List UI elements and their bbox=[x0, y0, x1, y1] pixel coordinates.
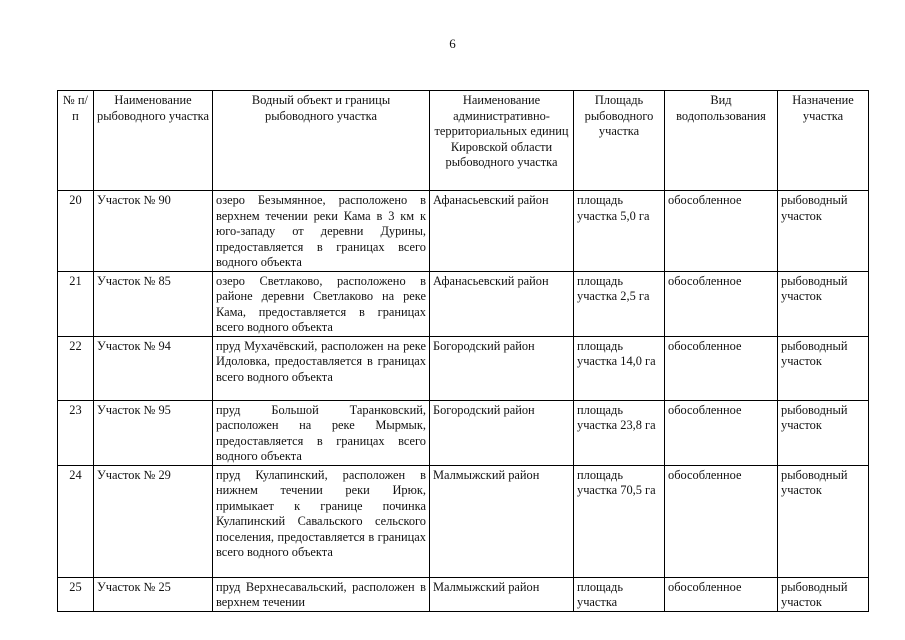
use-type: обособленное bbox=[665, 191, 778, 272]
table-row bbox=[58, 577, 869, 611]
plot-name: Участок № 25 bbox=[94, 577, 213, 611]
row-number: 25 bbox=[58, 577, 94, 611]
row-number: 20 bbox=[58, 191, 94, 272]
purpose: рыбоводный участок bbox=[778, 577, 869, 611]
purpose: рыбоводный участок bbox=[778, 336, 869, 400]
water-object: пруд Кулапинский, расположен в нижнем течении реки Ирюк, примыкает к границе починка Кулапинский Савальского сельского поселения, предоставляется в границах всего водного объекта bbox=[213, 465, 430, 577]
use-type: обособленное bbox=[665, 465, 778, 577]
row-number: 24 bbox=[58, 465, 94, 577]
use-type: обособленное bbox=[665, 400, 778, 465]
district: Малмыжский район bbox=[430, 465, 574, 577]
district: Афанасьевский район bbox=[430, 191, 574, 272]
water-object: пруд Мухачёвский, расположен на реке Идоловка, предоставляется в границах всего водного объекта bbox=[213, 336, 430, 400]
purpose: рыбоводный участок bbox=[778, 271, 869, 336]
use-type: обособленное bbox=[665, 271, 778, 336]
water-object: пруд Верхнесавальский, расположен в верхнем течении bbox=[213, 577, 430, 611]
plot-name: Участок № 90 bbox=[94, 191, 213, 272]
row-number: 23 bbox=[58, 400, 94, 465]
area: площадь участка 5,0 га bbox=[574, 191, 665, 272]
area: площадь участка 2,5 га bbox=[574, 271, 665, 336]
row-number: 22 bbox=[58, 336, 94, 400]
page-number: 6 bbox=[449, 36, 456, 51]
header-area: Площадь рыбоводного участка bbox=[574, 91, 665, 191]
district: Богородский район bbox=[430, 400, 574, 465]
table-row bbox=[58, 191, 869, 272]
water-object: озеро Светлаково, расположено в районе деревни Светлаково на реке Кама, предоставляется в границах всего водного объекта bbox=[213, 271, 430, 336]
area: площадь участка 70,5 га bbox=[574, 465, 665, 577]
water-object: озеро Безымянное, расположено в верхнем течении реки Кама в 3 км к юго-западу от деревни Дурины, предоставляется в границах всего водного объекта bbox=[213, 191, 430, 272]
table-row bbox=[58, 271, 869, 336]
plot-name: Участок № 95 bbox=[94, 400, 213, 465]
header-purpose: Назначение участка bbox=[778, 91, 869, 191]
table-header-row bbox=[58, 91, 869, 191]
purpose: рыбоводный участок bbox=[778, 191, 869, 272]
header-use-type: Вид водопользования bbox=[665, 91, 778, 191]
header-plot-name: Наименование рыбоводного участка bbox=[94, 91, 213, 191]
header-district: Наименование административно-территориальных единиц Кировской области рыбоводного участка bbox=[430, 91, 574, 191]
table-row bbox=[58, 465, 869, 577]
use-type: обособленное bbox=[665, 577, 778, 611]
row-number: 21 bbox=[58, 271, 94, 336]
purpose: рыбоводный участок bbox=[778, 400, 869, 465]
purpose: рыбоводный участок bbox=[778, 465, 869, 577]
fishery-plots-table bbox=[57, 90, 869, 612]
header-water-object: Водный объект и границы рыбоводного участка bbox=[213, 91, 430, 191]
district: Богородский район bbox=[430, 336, 574, 400]
district: Малмыжский район bbox=[430, 577, 574, 611]
plot-name: Участок № 85 bbox=[94, 271, 213, 336]
table-row bbox=[58, 400, 869, 465]
district: Афанасьевский район bbox=[430, 271, 574, 336]
area: площадь участка bbox=[574, 577, 665, 611]
water-object: пруд Большой Таранковский, расположен на реке Мырмык, предоставляется в границах всего водного объекта bbox=[213, 400, 430, 465]
area: площадь участка 14,0 га bbox=[574, 336, 665, 400]
area: площадь участка 23,8 га bbox=[574, 400, 665, 465]
header-number: № п/п bbox=[58, 91, 94, 191]
plot-name: Участок № 94 bbox=[94, 336, 213, 400]
plot-name: Участок № 29 bbox=[94, 465, 213, 577]
table-row bbox=[58, 336, 869, 400]
use-type: обособленное bbox=[665, 336, 778, 400]
